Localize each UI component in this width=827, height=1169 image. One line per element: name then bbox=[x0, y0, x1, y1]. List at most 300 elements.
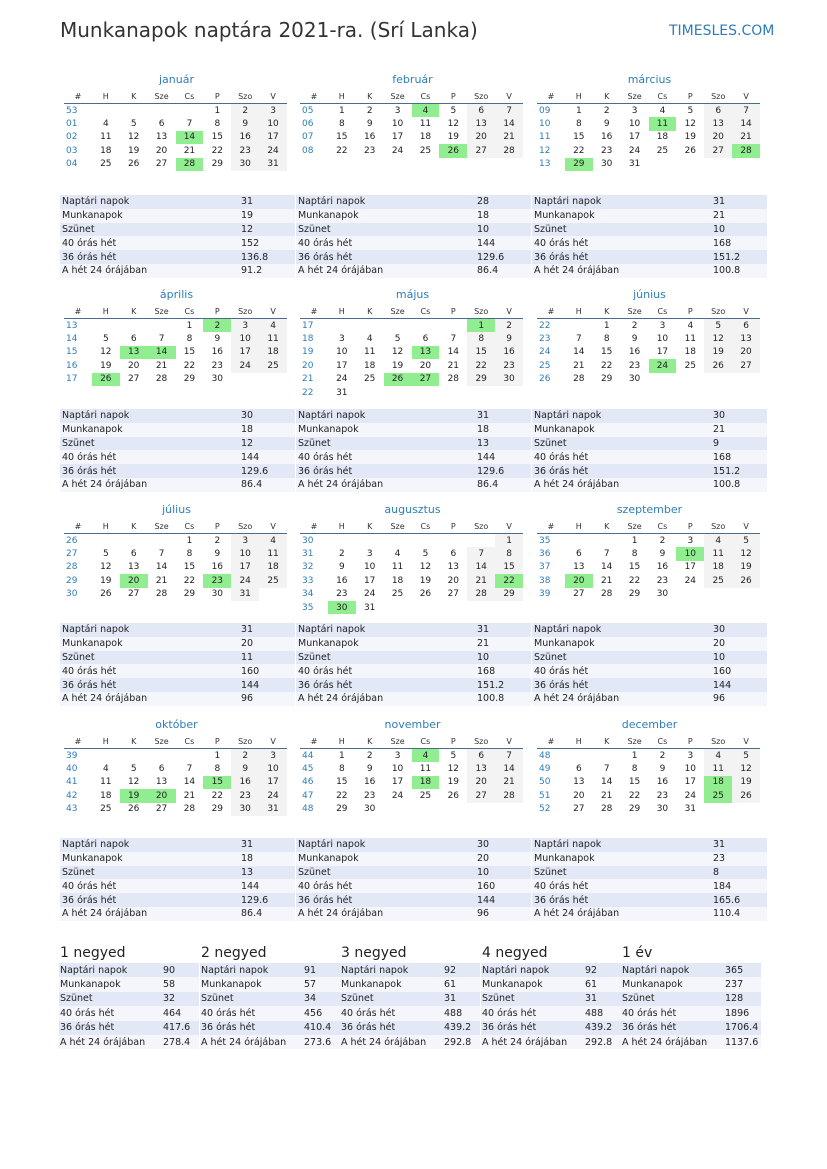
day-cell[interactable]: 22 bbox=[628, 575, 641, 586]
weekend-cell[interactable]: 23 bbox=[231, 789, 259, 802]
day-cell[interactable]: 12 bbox=[419, 562, 432, 573]
day-cell[interactable]: 16 bbox=[600, 132, 613, 143]
day-cell[interactable]: 7 bbox=[158, 334, 165, 345]
day-cell[interactable]: 25 bbox=[363, 374, 376, 385]
day-cell[interactable]: 11 bbox=[419, 764, 432, 775]
weekend-cell[interactable]: 2 bbox=[231, 104, 259, 118]
day-cell[interactable]: 1 bbox=[338, 105, 345, 116]
day-cell[interactable]: 1 bbox=[631, 750, 638, 761]
day-cell[interactable]: 6 bbox=[575, 549, 582, 560]
weekend-cell[interactable]: 14 bbox=[495, 762, 523, 775]
weekend-cell[interactable]: 29 bbox=[467, 373, 495, 386]
weekend-cell[interactable]: 28 bbox=[495, 789, 523, 802]
day-cell[interactable]: 27 bbox=[573, 589, 585, 600]
day-cell[interactable]: 3 bbox=[631, 105, 638, 116]
weekend-cell[interactable]: 9 bbox=[231, 762, 259, 775]
day-cell[interactable]: 13 bbox=[127, 562, 140, 573]
day-cell[interactable]: 20 bbox=[447, 575, 460, 586]
day-cell[interactable]: 18 bbox=[100, 145, 112, 156]
day-cell[interactable]: 31 bbox=[363, 602, 376, 613]
weekend-cell[interactable]: 19 bbox=[704, 346, 732, 359]
weekend-cell[interactable]: 22 bbox=[467, 359, 495, 372]
day-cell[interactable]: 8 bbox=[214, 764, 221, 775]
day-cell[interactable]: 27 bbox=[447, 589, 460, 600]
day-cell[interactable]: 4 bbox=[687, 320, 694, 331]
holiday-cell[interactable]: 23 bbox=[203, 574, 231, 587]
day-cell[interactable]: 3 bbox=[687, 535, 694, 546]
weekend-cell[interactable]: 5 bbox=[732, 749, 760, 763]
day-cell[interactable]: 2 bbox=[631, 320, 638, 331]
day-cell[interactable]: 13 bbox=[447, 562, 460, 573]
day-cell[interactable]: 22 bbox=[336, 790, 348, 801]
weekend-cell[interactable]: 20 bbox=[467, 131, 495, 144]
weekend-cell[interactable]: 17 bbox=[231, 561, 259, 574]
weekend-cell[interactable]: 21 bbox=[732, 131, 760, 144]
weekend-cell[interactable]: 27 bbox=[732, 359, 760, 372]
day-cell[interactable]: 29 bbox=[211, 159, 224, 170]
day-cell[interactable]: 16 bbox=[211, 562, 224, 573]
holiday-cell[interactable]: 13 bbox=[120, 346, 148, 359]
day-cell[interactable]: 19 bbox=[684, 132, 697, 143]
day-cell[interactable]: 15 bbox=[628, 777, 641, 788]
weekend-cell[interactable]: 16 bbox=[495, 346, 523, 359]
day-cell[interactable]: 23 bbox=[363, 145, 376, 156]
weekend-cell[interactable]: 14 bbox=[467, 561, 495, 574]
day-cell[interactable]: 31 bbox=[684, 804, 697, 815]
day-cell[interactable]: 24 bbox=[391, 145, 404, 156]
day-cell[interactable]: 30 bbox=[656, 804, 669, 815]
day-cell[interactable]: 10 bbox=[363, 562, 376, 573]
day-cell[interactable]: 3 bbox=[687, 750, 694, 761]
day-cell[interactable]: 8 bbox=[338, 764, 345, 775]
holiday-cell[interactable]: 30 bbox=[328, 601, 356, 614]
day-cell[interactable]: 3 bbox=[394, 750, 401, 761]
day-cell[interactable]: 11 bbox=[363, 347, 376, 358]
day-cell[interactable]: 10 bbox=[391, 764, 404, 775]
day-cell[interactable]: 29 bbox=[183, 374, 196, 385]
day-cell[interactable]: 18 bbox=[419, 132, 432, 143]
weekend-cell[interactable]: 16 bbox=[231, 131, 259, 144]
day-cell[interactable]: 5 bbox=[450, 750, 457, 761]
weekend-cell[interactable]: 25 bbox=[259, 359, 287, 372]
weekend-cell[interactable]: 30 bbox=[495, 373, 523, 386]
weekend-cell[interactable]: 27 bbox=[467, 144, 495, 157]
day-cell[interactable]: 22 bbox=[183, 575, 196, 586]
day-cell[interactable]: 1 bbox=[338, 750, 345, 761]
day-cell[interactable]: 22 bbox=[211, 790, 224, 801]
day-cell[interactable]: 9 bbox=[603, 119, 610, 130]
day-cell[interactable]: 4 bbox=[366, 334, 373, 345]
day-cell[interactable]: 6 bbox=[450, 549, 457, 560]
weekend-cell[interactable]: 24 bbox=[231, 574, 259, 587]
weekend-cell[interactable]: 31 bbox=[259, 803, 287, 816]
holiday-cell[interactable]: 19 bbox=[120, 789, 148, 802]
day-cell[interactable]: 7 bbox=[450, 334, 457, 345]
day-cell[interactable]: 7 bbox=[575, 334, 582, 345]
holiday-cell[interactable]: 1 bbox=[467, 319, 495, 333]
weekend-cell[interactable]: 7 bbox=[495, 104, 523, 118]
day-cell[interactable]: 17 bbox=[628, 132, 641, 143]
weekend-cell[interactable]: 27 bbox=[467, 789, 495, 802]
day-cell[interactable]: 6 bbox=[422, 334, 429, 345]
weekend-cell[interactable]: 8 bbox=[495, 547, 523, 560]
day-cell[interactable]: 12 bbox=[127, 132, 140, 143]
day-cell[interactable]: 7 bbox=[603, 549, 610, 560]
day-cell[interactable]: 11 bbox=[100, 132, 112, 143]
day-cell[interactable]: 13 bbox=[155, 132, 168, 143]
day-cell[interactable]: 1 bbox=[186, 535, 193, 546]
day-cell[interactable]: 20 bbox=[155, 145, 168, 156]
holiday-cell[interactable]: 28 bbox=[176, 158, 204, 171]
holiday-cell[interactable]: 2 bbox=[203, 319, 231, 333]
day-cell[interactable]: 17 bbox=[363, 575, 376, 586]
weekend-cell[interactable]: 10 bbox=[259, 117, 287, 130]
day-cell[interactable]: 29 bbox=[183, 589, 196, 600]
day-cell[interactable]: 26 bbox=[684, 145, 697, 156]
day-cell[interactable]: 10 bbox=[684, 764, 697, 775]
day-cell[interactable]: 16 bbox=[363, 132, 376, 143]
day-cell[interactable]: 2 bbox=[659, 535, 666, 546]
day-cell[interactable]: 24 bbox=[391, 790, 404, 801]
weekend-cell[interactable]: 6 bbox=[467, 104, 495, 118]
day-cell[interactable]: 23 bbox=[628, 360, 641, 371]
day-cell[interactable]: 30 bbox=[211, 589, 224, 600]
holiday-cell[interactable]: 10 bbox=[676, 547, 704, 560]
day-cell[interactable]: 8 bbox=[186, 334, 193, 345]
day-cell[interactable]: 21 bbox=[155, 360, 168, 371]
day-cell[interactable]: 29 bbox=[628, 804, 641, 815]
day-cell[interactable]: 11 bbox=[419, 119, 432, 130]
day-cell[interactable]: 28 bbox=[155, 589, 168, 600]
weekend-cell[interactable]: 14 bbox=[495, 117, 523, 130]
day-cell[interactable]: 27 bbox=[155, 159, 168, 170]
weekend-cell[interactable]: 9 bbox=[495, 332, 523, 345]
day-cell[interactable]: 18 bbox=[100, 790, 112, 801]
weekend-cell[interactable]: 3 bbox=[259, 104, 287, 118]
weekend-cell[interactable]: 27 bbox=[704, 144, 732, 157]
holiday-cell[interactable]: 29 bbox=[565, 158, 593, 171]
day-cell[interactable]: 16 bbox=[211, 347, 224, 358]
weekend-cell[interactable]: 10 bbox=[259, 762, 287, 775]
day-cell[interactable]: 22 bbox=[183, 360, 196, 371]
day-cell[interactable]: 8 bbox=[631, 764, 638, 775]
holiday-cell[interactable]: 4 bbox=[412, 749, 440, 763]
weekend-cell[interactable]: 26 bbox=[732, 574, 760, 587]
day-cell[interactable]: 10 bbox=[628, 119, 641, 130]
day-cell[interactable]: 24 bbox=[363, 589, 376, 600]
weekend-cell[interactable]: 7 bbox=[495, 749, 523, 763]
day-cell[interactable]: 24 bbox=[336, 374, 348, 385]
day-cell[interactable]: 2 bbox=[214, 535, 221, 546]
day-cell[interactable]: 22 bbox=[211, 145, 224, 156]
day-cell[interactable]: 9 bbox=[631, 334, 638, 345]
day-cell[interactable]: 23 bbox=[363, 790, 376, 801]
weekend-cell[interactable]: 18 bbox=[704, 561, 732, 574]
day-cell[interactable]: 14 bbox=[155, 562, 168, 573]
weekend-cell[interactable]: 17 bbox=[231, 346, 259, 359]
day-cell[interactable]: 19 bbox=[447, 777, 460, 788]
day-cell[interactable]: 7 bbox=[603, 764, 610, 775]
day-cell[interactable]: 22 bbox=[336, 145, 348, 156]
weekend-cell[interactable]: 16 bbox=[231, 776, 259, 789]
day-cell[interactable]: 23 bbox=[600, 145, 613, 156]
day-cell[interactable]: 17 bbox=[656, 347, 669, 358]
day-cell[interactable]: 16 bbox=[628, 347, 641, 358]
day-cell[interactable]: 25 bbox=[684, 360, 697, 371]
day-cell[interactable]: 1 bbox=[214, 105, 221, 116]
holiday-cell[interactable]: 20 bbox=[148, 789, 176, 802]
day-cell[interactable]: 26 bbox=[447, 790, 460, 801]
day-cell[interactable]: 18 bbox=[391, 575, 404, 586]
day-cell[interactable]: 30 bbox=[656, 589, 669, 600]
day-cell[interactable]: 30 bbox=[600, 159, 613, 170]
weekend-cell[interactable]: 6 bbox=[704, 104, 732, 118]
day-cell[interactable]: 25 bbox=[656, 145, 669, 156]
day-cell[interactable]: 9 bbox=[214, 549, 221, 560]
day-cell[interactable]: 29 bbox=[336, 804, 348, 815]
weekend-cell[interactable]: 5 bbox=[732, 534, 760, 548]
day-cell[interactable]: 3 bbox=[394, 105, 401, 116]
day-cell[interactable]: 17 bbox=[684, 562, 697, 573]
day-cell[interactable]: 18 bbox=[656, 132, 669, 143]
day-cell[interactable]: 5 bbox=[422, 549, 429, 560]
day-cell[interactable]: 8 bbox=[575, 119, 582, 130]
day-cell[interactable]: 15 bbox=[211, 132, 224, 143]
weekend-cell[interactable]: 4 bbox=[259, 534, 287, 548]
day-cell[interactable]: 30 bbox=[363, 804, 376, 815]
day-cell[interactable]: 20 bbox=[419, 360, 432, 371]
weekend-cell[interactable]: 30 bbox=[231, 158, 259, 171]
day-cell[interactable]: 11 bbox=[391, 562, 404, 573]
day-cell[interactable]: 8 bbox=[186, 549, 193, 560]
day-cell[interactable]: 2 bbox=[338, 549, 345, 560]
weekend-cell[interactable]: 25 bbox=[704, 574, 732, 587]
holiday-cell[interactable]: 26 bbox=[92, 373, 120, 386]
weekend-cell[interactable]: 4 bbox=[704, 534, 732, 548]
weekend-cell[interactable]: 5 bbox=[704, 319, 732, 333]
day-cell[interactable]: 6 bbox=[158, 764, 165, 775]
day-cell[interactable]: 25 bbox=[419, 145, 432, 156]
weekend-cell[interactable]: 24 bbox=[231, 359, 259, 372]
day-cell[interactable]: 15 bbox=[600, 347, 613, 358]
day-cell[interactable]: 25 bbox=[391, 589, 404, 600]
day-cell[interactable]: 20 bbox=[573, 790, 585, 801]
day-cell[interactable]: 17 bbox=[336, 360, 348, 371]
day-cell[interactable]: 26 bbox=[127, 804, 140, 815]
day-cell[interactable]: 8 bbox=[631, 549, 638, 560]
weekend-cell[interactable]: 10 bbox=[231, 332, 259, 345]
day-cell[interactable]: 14 bbox=[447, 347, 460, 358]
day-cell[interactable]: 27 bbox=[127, 589, 140, 600]
day-cell[interactable]: 16 bbox=[656, 777, 669, 788]
day-cell[interactable]: 18 bbox=[363, 360, 376, 371]
day-cell[interactable]: 15 bbox=[336, 132, 348, 143]
weekend-cell[interactable]: 4 bbox=[704, 749, 732, 763]
weekend-cell[interactable]: 7 bbox=[467, 547, 495, 560]
day-cell[interactable]: 7 bbox=[186, 764, 193, 775]
day-cell[interactable]: 25 bbox=[100, 159, 112, 170]
day-cell[interactable]: 6 bbox=[158, 119, 165, 130]
holiday-cell[interactable]: 28 bbox=[732, 144, 760, 157]
day-cell[interactable]: 2 bbox=[659, 750, 666, 761]
day-cell[interactable]: 10 bbox=[656, 334, 669, 345]
holiday-cell[interactable]: 26 bbox=[439, 144, 467, 157]
day-cell[interactable]: 21 bbox=[447, 360, 460, 371]
day-cell[interactable]: 10 bbox=[391, 119, 404, 130]
holiday-cell[interactable]: 20 bbox=[565, 574, 593, 587]
weekend-cell[interactable]: 9 bbox=[231, 117, 259, 130]
weekend-cell[interactable]: 21 bbox=[495, 776, 523, 789]
weekend-cell[interactable]: 13 bbox=[467, 762, 495, 775]
day-cell[interactable]: 12 bbox=[447, 119, 460, 130]
day-cell[interactable]: 26 bbox=[100, 589, 112, 600]
weekend-cell[interactable]: 30 bbox=[231, 803, 259, 816]
weekend-cell[interactable]: 14 bbox=[732, 117, 760, 130]
weekend-cell[interactable]: 15 bbox=[467, 346, 495, 359]
day-cell[interactable]: 28 bbox=[183, 804, 196, 815]
weekend-cell[interactable]: 1 bbox=[495, 534, 523, 548]
day-cell[interactable]: 1 bbox=[631, 535, 638, 546]
day-cell[interactable]: 13 bbox=[155, 777, 168, 788]
day-cell[interactable]: 2 bbox=[603, 105, 610, 116]
holiday-cell[interactable]: 25 bbox=[704, 789, 732, 802]
weekend-cell[interactable]: 31 bbox=[231, 588, 259, 601]
day-cell[interactable]: 1 bbox=[186, 320, 193, 331]
day-cell[interactable]: 9 bbox=[366, 119, 373, 130]
holiday-cell[interactable]: 15 bbox=[203, 776, 231, 789]
day-cell[interactable]: 3 bbox=[366, 549, 373, 560]
day-cell[interactable]: 15 bbox=[336, 777, 348, 788]
weekend-cell[interactable]: 20 bbox=[704, 131, 732, 144]
day-cell[interactable]: 12 bbox=[684, 119, 697, 130]
weekend-cell[interactable]: 10 bbox=[231, 547, 259, 560]
holiday-cell[interactable]: 26 bbox=[384, 373, 412, 386]
day-cell[interactable]: 21 bbox=[155, 575, 168, 586]
day-cell[interactable]: 25 bbox=[100, 804, 112, 815]
weekend-cell[interactable]: 24 bbox=[259, 789, 287, 802]
day-cell[interactable]: 4 bbox=[659, 105, 666, 116]
weekend-cell[interactable]: 15 bbox=[495, 561, 523, 574]
day-cell[interactable]: 9 bbox=[659, 549, 666, 560]
weekend-cell[interactable]: 12 bbox=[732, 547, 760, 560]
day-cell[interactable]: 7 bbox=[186, 119, 193, 130]
weekend-cell[interactable]: 28 bbox=[495, 144, 523, 157]
weekend-cell[interactable]: 4 bbox=[259, 319, 287, 333]
weekend-cell[interactable]: 11 bbox=[259, 332, 287, 345]
day-cell[interactable]: 12 bbox=[100, 347, 112, 358]
weekend-cell[interactable]: 2 bbox=[231, 749, 259, 763]
day-cell[interactable]: 15 bbox=[183, 347, 196, 358]
weekend-cell[interactable]: 11 bbox=[704, 762, 732, 775]
day-cell[interactable]: 12 bbox=[391, 347, 404, 358]
holiday-cell[interactable]: 27 bbox=[412, 373, 440, 386]
weekend-cell[interactable]: 20 bbox=[732, 346, 760, 359]
day-cell[interactable]: 5 bbox=[450, 105, 457, 116]
day-cell[interactable]: 19 bbox=[419, 575, 432, 586]
day-cell[interactable]: 12 bbox=[447, 764, 460, 775]
day-cell[interactable]: 21 bbox=[573, 360, 585, 371]
weekend-cell[interactable]: 19 bbox=[732, 561, 760, 574]
day-cell[interactable]: 31 bbox=[336, 387, 348, 398]
weekend-cell[interactable]: 28 bbox=[467, 588, 495, 601]
holiday-cell[interactable]: 18 bbox=[704, 776, 732, 789]
holiday-cell[interactable]: 13 bbox=[412, 346, 440, 359]
day-cell[interactable]: 9 bbox=[338, 562, 345, 573]
day-cell[interactable]: 30 bbox=[211, 374, 224, 385]
day-cell[interactable]: 13 bbox=[573, 562, 585, 573]
holiday-cell[interactable]: 4 bbox=[412, 104, 440, 118]
day-cell[interactable]: 5 bbox=[687, 105, 694, 116]
weekend-cell[interactable]: 6 bbox=[732, 319, 760, 333]
day-cell[interactable]: 6 bbox=[130, 334, 137, 345]
day-cell[interactable]: 15 bbox=[628, 562, 641, 573]
day-cell[interactable]: 2 bbox=[366, 750, 373, 761]
day-cell[interactable]: 14 bbox=[600, 562, 613, 573]
day-cell[interactable]: 24 bbox=[684, 575, 697, 586]
day-cell[interactable]: 27 bbox=[573, 804, 585, 815]
weekend-cell[interactable]: 23 bbox=[495, 359, 523, 372]
day-cell[interactable]: 1 bbox=[214, 750, 221, 761]
day-cell[interactable]: 16 bbox=[656, 562, 669, 573]
day-cell[interactable]: 9 bbox=[214, 334, 221, 345]
day-cell[interactable]: 9 bbox=[659, 764, 666, 775]
day-cell[interactable]: 27 bbox=[127, 374, 140, 385]
day-cell[interactable]: 2 bbox=[366, 105, 373, 116]
day-cell[interactable]: 9 bbox=[366, 764, 373, 775]
weekend-cell[interactable]: 12 bbox=[704, 332, 732, 345]
weekend-cell[interactable]: 17 bbox=[259, 131, 287, 144]
weekend-cell[interactable]: 19 bbox=[732, 776, 760, 789]
day-cell[interactable]: 19 bbox=[127, 145, 140, 156]
day-cell[interactable]: 5 bbox=[130, 764, 137, 775]
day-cell[interactable]: 29 bbox=[628, 589, 641, 600]
day-cell[interactable]: 22 bbox=[628, 790, 641, 801]
weekend-cell[interactable]: 21 bbox=[467, 574, 495, 587]
day-cell[interactable]: 27 bbox=[155, 804, 168, 815]
day-cell[interactable]: 12 bbox=[100, 562, 112, 573]
day-cell[interactable]: 22 bbox=[573, 145, 585, 156]
day-cell[interactable]: 5 bbox=[102, 549, 109, 560]
day-cell[interactable]: 20 bbox=[127, 360, 140, 371]
holiday-cell[interactable]: 14 bbox=[148, 346, 176, 359]
day-cell[interactable]: 26 bbox=[419, 589, 432, 600]
weekend-cell[interactable]: 2 bbox=[495, 319, 523, 333]
day-cell[interactable]: 28 bbox=[155, 374, 168, 385]
day-cell[interactable]: 28 bbox=[573, 374, 585, 385]
day-cell[interactable]: 16 bbox=[336, 575, 348, 586]
day-cell[interactable]: 28 bbox=[447, 374, 460, 385]
weekend-cell[interactable]: 26 bbox=[704, 359, 732, 372]
day-cell[interactable]: 1 bbox=[603, 320, 610, 331]
day-cell[interactable]: 31 bbox=[628, 159, 641, 170]
weekend-cell[interactable]: 20 bbox=[467, 776, 495, 789]
day-cell[interactable]: 26 bbox=[127, 159, 140, 170]
day-cell[interactable]: 6 bbox=[575, 764, 582, 775]
weekend-cell[interactable]: 23 bbox=[231, 144, 259, 157]
day-cell[interactable]: 15 bbox=[573, 132, 585, 143]
weekend-cell[interactable]: 17 bbox=[259, 776, 287, 789]
weekend-cell[interactable]: 11 bbox=[704, 547, 732, 560]
day-cell[interactable]: 17 bbox=[391, 132, 404, 143]
day-cell[interactable]: 19 bbox=[100, 360, 112, 371]
day-cell[interactable]: 5 bbox=[102, 334, 109, 345]
weekend-cell[interactable]: 31 bbox=[259, 158, 287, 171]
day-cell[interactable]: 21 bbox=[183, 145, 196, 156]
day-cell[interactable]: 7 bbox=[158, 549, 165, 560]
weekend-cell[interactable]: 13 bbox=[467, 117, 495, 130]
day-cell[interactable]: 8 bbox=[214, 119, 221, 130]
day-cell[interactable]: 15 bbox=[183, 562, 196, 573]
